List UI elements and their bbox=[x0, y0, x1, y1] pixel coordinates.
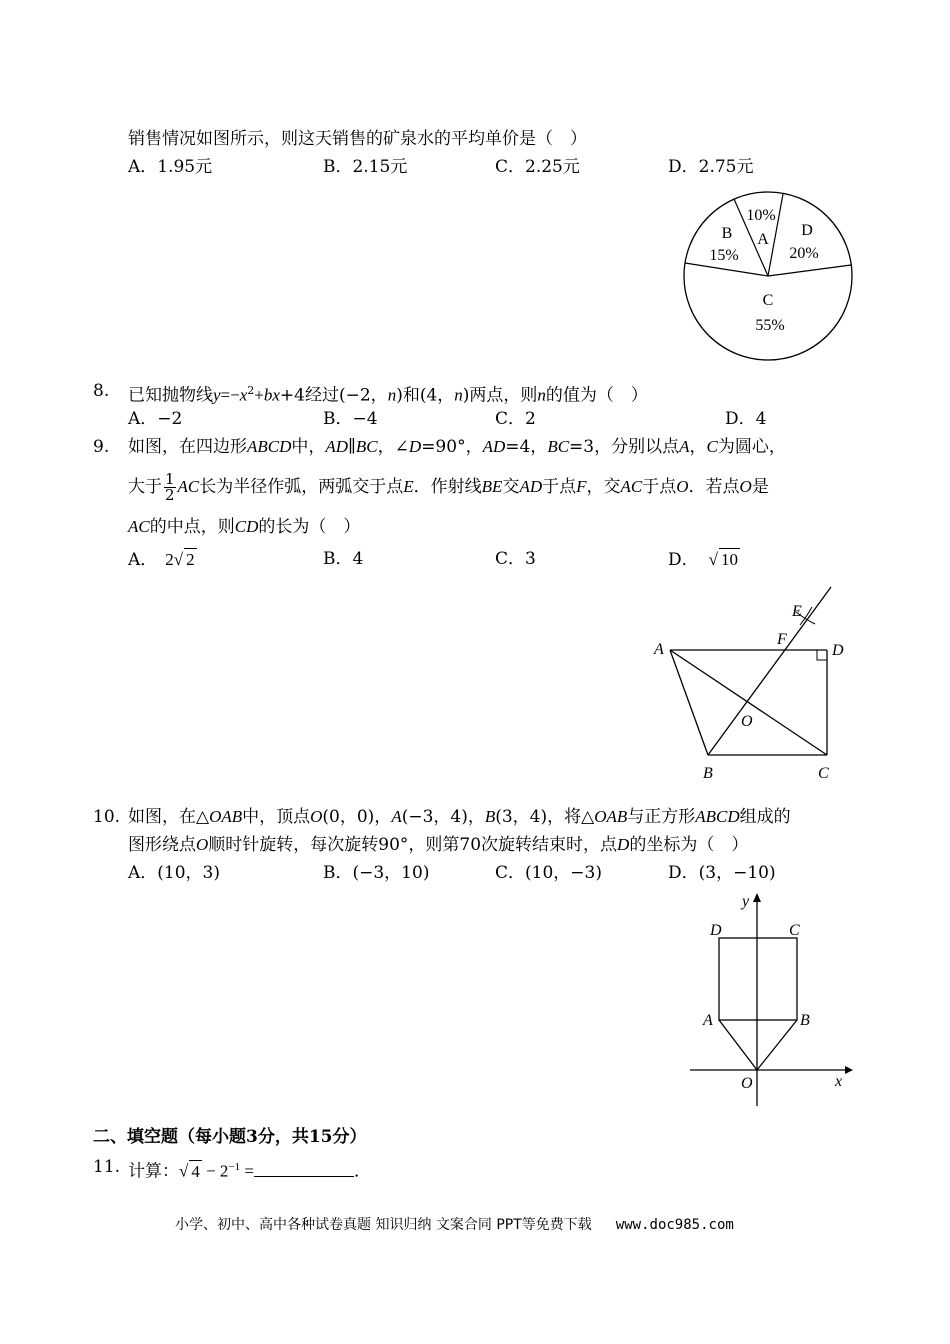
pie-pct-a: 10% bbox=[746, 207, 776, 224]
q8-option-d: D．4 bbox=[725, 409, 767, 429]
q7-stem: 销售情况如图所示，则这天销售的矿泉水的平均单价是（ ） bbox=[128, 129, 587, 149]
fig10-label-o: O bbox=[741, 1075, 753, 1092]
q9-line-3: AC的中点，则CD的长为（ ） bbox=[128, 517, 361, 537]
fig9-label-o: O bbox=[741, 713, 753, 730]
pie-pct-d: 20% bbox=[789, 245, 819, 262]
q9-option-c: C．3 bbox=[495, 549, 536, 569]
q9-line-1: 如图，在四边形ABCD中，AD∥BC，∠D=90°，AD=4，BC=3，分别以点A，C为圆心， bbox=[128, 437, 786, 457]
q10-line-2: 图形绕点O顺时针旋转，每次旋转90°，则第70次旋转结束时，点D的坐标为（ ） bbox=[128, 835, 749, 855]
footer-text: 小学、初中、高中各种试卷真题 知识归纳 文案合同 PPT等免费下载 bbox=[175, 1217, 592, 1233]
q10-number: 10. bbox=[93, 807, 121, 827]
q9-line-2: 大于 $\frac{1}{2}$ AC长为半径作弧，两弧交于点E．作射线BE交AD于点F，交AC于点O．若点O是 bbox=[128, 470, 769, 504]
q7-option-b: B．2.15元 bbox=[323, 157, 408, 177]
q7-option-d: D．2.75元 bbox=[668, 157, 754, 177]
pie-chart bbox=[680, 190, 860, 365]
q10-option-c: C．(10，−3) bbox=[495, 863, 602, 883]
pie-label-d: D bbox=[801, 222, 813, 239]
pie-label-c: C bbox=[762, 292, 774, 309]
q9-figure bbox=[645, 585, 855, 790]
q10-line-1: 如图，在△OAB中，顶点O(0，0)，A(−3，4)，B(3，4)，将△OAB与正方形ABCD组成的 bbox=[128, 807, 791, 827]
answer-blank[interactable] bbox=[254, 1160, 354, 1177]
q7-option-c: C．2.25元 bbox=[495, 157, 580, 177]
q10-option-d: D．(3，−10) bbox=[668, 863, 776, 883]
fig10-label-b: B bbox=[800, 1012, 810, 1029]
q7-option-a: A．1.95元 bbox=[128, 157, 213, 177]
q8-option-b: B．−4 bbox=[323, 409, 378, 429]
q8-stem: 已知抛物线$y=-x^2+bx+4$经过(−2，n)和(4，n)两点，则n的值为（ ） bbox=[128, 384, 648, 406]
q9-option-b: B．4 bbox=[323, 549, 364, 569]
q11-stem: 计算：√ $4 - 2^{-1}$ = ． bbox=[128, 1161, 371, 1182]
footer bbox=[175, 1214, 734, 1234]
section-title: 二、填空题（每小题3分，共15分） bbox=[93, 1127, 367, 1147]
q8-option-c: C．2 bbox=[495, 409, 536, 429]
fig9-label-b: B bbox=[703, 765, 713, 782]
fig10-label-x: x bbox=[835, 1073, 843, 1090]
pie-pct-c: 55% bbox=[755, 317, 785, 334]
q8-number: 8. bbox=[93, 381, 110, 401]
fig10-label-a: A bbox=[703, 1012, 713, 1029]
q10-figure bbox=[685, 888, 855, 1113]
q9-option-a: A． 2√ 2 bbox=[128, 550, 195, 570]
q8-option-a: A．−2 bbox=[128, 409, 183, 429]
fig9-label-d: D bbox=[832, 642, 844, 659]
pie-label-a: A bbox=[757, 231, 769, 248]
fig10-label-d: D bbox=[710, 922, 722, 939]
fig9-label-a: A bbox=[654, 641, 664, 658]
q11-number: 11. bbox=[93, 1157, 121, 1177]
q10-option-a: A．(10，3) bbox=[128, 863, 220, 883]
q9-number: 9. bbox=[93, 437, 110, 457]
pie-label-b: B bbox=[721, 225, 733, 242]
fig10-label-c: C bbox=[789, 922, 800, 939]
q10-option-b: B．(−3，10) bbox=[323, 863, 430, 883]
fig9-label-e: E bbox=[792, 603, 802, 620]
fraction-one-half: $\frac{1}{2}$ bbox=[165, 470, 175, 504]
footer-url[interactable]: www.doc985.com bbox=[615, 1217, 734, 1233]
fig10-label-y: y bbox=[742, 893, 750, 910]
fig9-label-c: C bbox=[818, 765, 829, 782]
q9-option-d: D． √ 10 bbox=[668, 550, 738, 570]
pie-pct-b: 15% bbox=[709, 247, 739, 264]
fig9-label-f: F bbox=[777, 631, 787, 648]
